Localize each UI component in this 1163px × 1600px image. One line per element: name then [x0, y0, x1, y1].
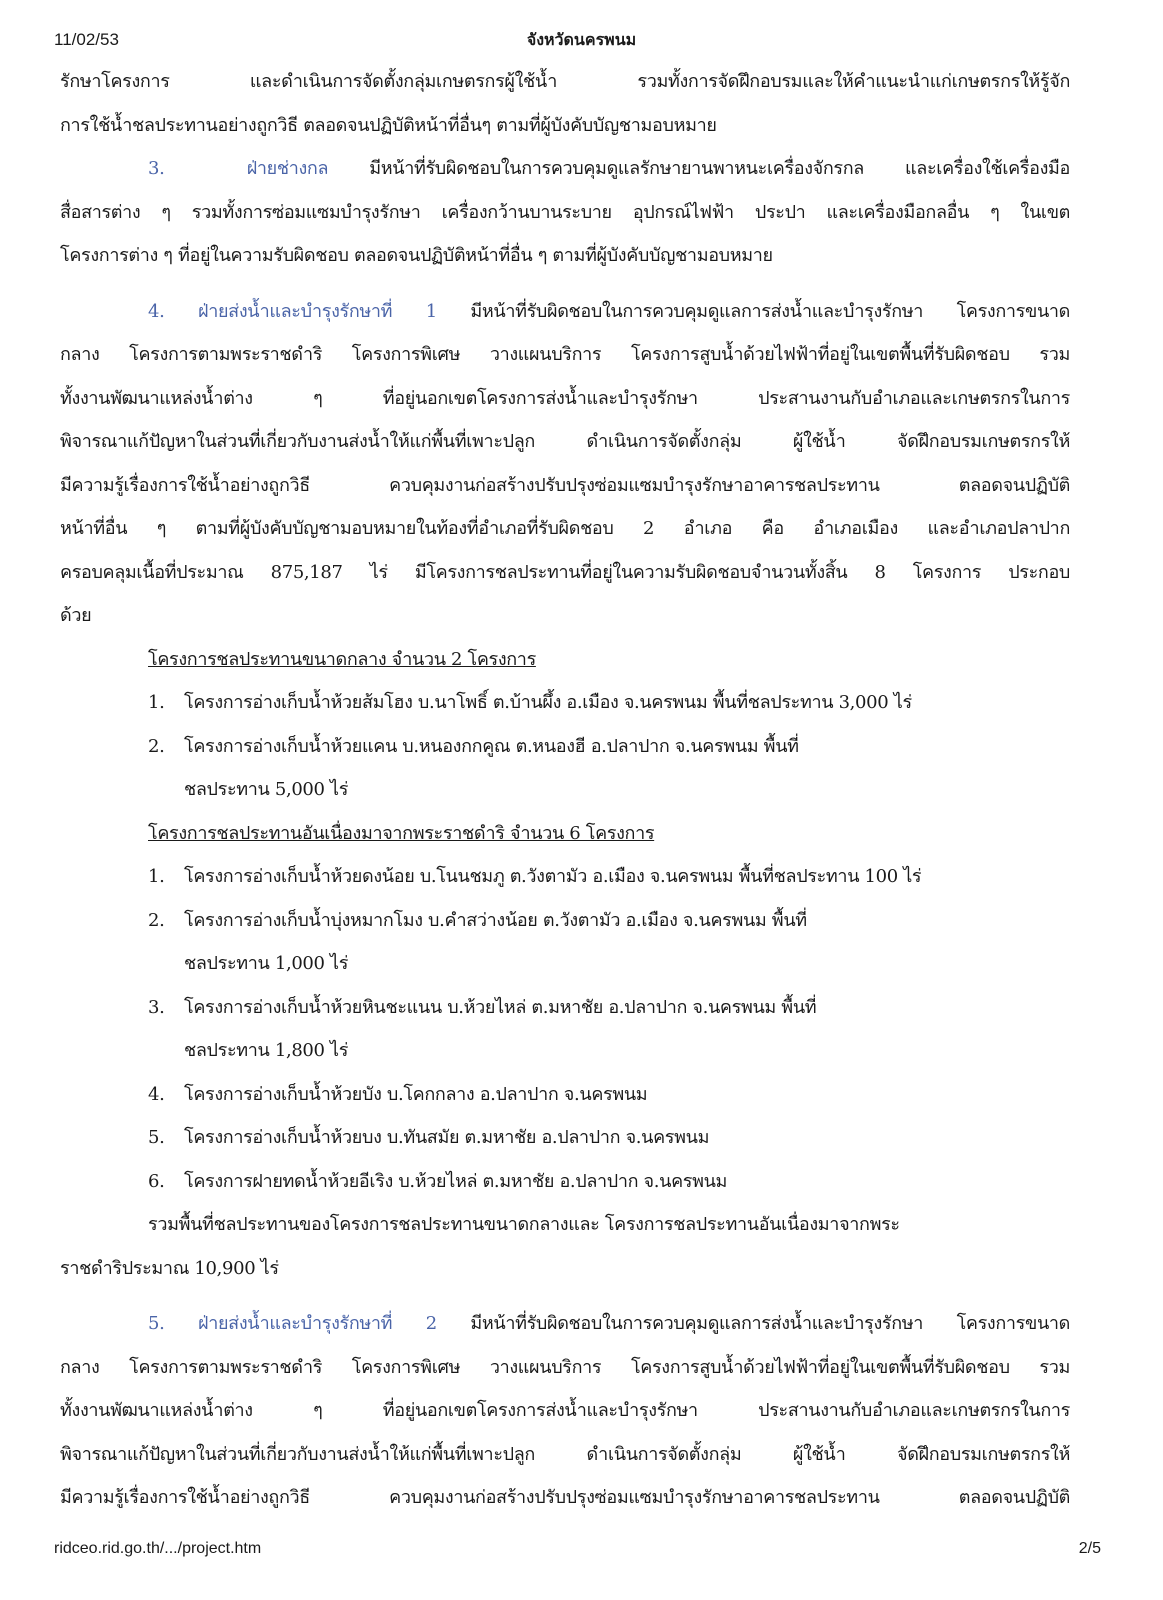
list-item: 5. โครงการอ่างเก็บน้ำห้วยบง บ.ทันสมัย ต.มหาชัย อ.ปลาปาก จ.นครพนม: [148, 1127, 710, 1148]
body-line: หน้าที่อื่น ๆ ตามที่ผู้บังคับบัญชามอบหมายในท้องที่อำเภอที่รับผิดชอบ 2 อำเภอ คือ อำเภอเมือง และอำเภอปลาปาก: [60, 518, 1070, 539]
body-line: ทั้งงานพัฒนาแหล่งน้ำต่าง ๆ ที่อยู่นอกเขตโครงการส่งน้ำและบำรุงรักษา ประสานงานกับอำเภอและเกษตรกรในการ: [60, 387, 1070, 409]
body-line: การใช้น้ำชลประทานอย่างถูกวิธี ตลอดจนปฏิบัติหน้าที่อื่นๆ ตามที่ผู้บังคับบัญชามอบหมาย: [60, 114, 717, 136]
body-line: พิจารณาแก้ปัญหาในส่วนที่เกี่ยวกับงานส่งน้ำให้แก่พื้นที่เพาะปลูก ดำเนินการจัดตั้งกลุ่ม ผู้ใช้น้ำ จัดฝึกอบรมเกษตรกรให้: [60, 1443, 1070, 1465]
list-item-continuation: ชลประทาน 1,800 ไร่: [184, 1040, 349, 1061]
section-5-heading: ฝ่ายส่งน้ำและบำรุงรักษาที่ 2: [198, 1313, 437, 1334]
section-3-heading: ฝ่ายช่างกล: [246, 158, 329, 179]
section-4-text: มีหน้าที่รับผิดชอบในการควบคุมดูแลการส่งน้ำและบำรุงรักษา โครงการขนาด: [436, 300, 1070, 322]
list-item-continuation: ชลประทาน 5,000 ไร่: [184, 779, 349, 800]
body-line: ครอบคลุมเนื้อที่ประมาณ 875,187 ไร่ มีโครงการชลประทานที่อยู่ในความรับผิดชอบจำนวนทั้งสิ้น 8 โครงการ ประกอบ: [60, 561, 1070, 583]
body-line: รักษาโครงการ และดำเนินการจัดตั้งกลุ่มเกษตรกรผู้ใช้น้ำ รวมทั้งการจัดฝึกอบรมและให้คำแนะนำแก่เกษตรกรให้รู้จัก: [60, 71, 1070, 92]
body-line: ด้วย: [60, 605, 92, 626]
medium-projects-heading: โครงการชลประทานขนาดกลาง จำนวน 2 โครงการ: [148, 648, 536, 670]
body-line: มีความรู้เรื่องการใช้น้ำอย่างถูกวิธี ควบคุมงานก่อสร้างปรับปรุงซ่อมแซมบำรุงรักษาอาคารชลประทาน ตลอดจนปฏิบัติ: [60, 1487, 1070, 1508]
list-item: 1. โครงการอ่างเก็บน้ำห้วยส้มโฮง บ.นาโพธิ์ ต.บ้านผึ้ง อ.เมือง จ.นครพนม พื้นที่ชลประทาน 3,000 ไร่: [148, 692, 912, 713]
list-item: 2. โครงการอ่างเก็บน้ำบุ่งหมากโมง บ.คำสว่างน้อย ต.วังตามัว อ.เมือง จ.นครพนม พื้นที่: [148, 909, 807, 931]
royal-projects-heading: โครงการชลประทานอันเนื่องมาจากพระราชดำริ จำนวน 6 โครงการ: [148, 822, 655, 844]
list-item: 3. โครงการอ่างเก็บน้ำห้วยหินชะแนน บ.ห้วยไหล่ ต.มหาชัย อ.ปลาปาก จ.นครพนม พื้นที่: [148, 996, 817, 1018]
body-line: ทั้งงานพัฒนาแหล่งน้ำต่าง ๆ ที่อยู่นอกเขตโครงการส่งน้ำและบำรุงรักษา ประสานงานกับอำเภอและเกษตรกรในการ: [60, 1400, 1070, 1421]
list-item: 1. โครงการอ่างเก็บน้ำห้วยดงน้อย บ.โนนชมภู ต.วังตามัว อ.เมือง จ.นครพนม พื้นที่ชลประทาน 100 ไร่: [148, 866, 922, 887]
section-3-line: [60, 147, 1070, 191]
section-4-heading: ฝ่ายส่งน้ำและบำรุงรักษาที่ 1: [198, 300, 437, 322]
body-line: มีความรู้เรื่องการใช้น้ำอย่างถูกวิธี ควบคุมงานก่อสร้างปรับปรุงซ่อมแซมบำรุงรักษาอาคารชลประทาน ตลอดจนปฏิบัติ: [60, 474, 1070, 496]
header-title: จังหวัดนครพนม: [526, 30, 637, 49]
footer-url: ridceo.rid.go.th/.../project.htm: [54, 1540, 262, 1557]
body-line: กลาง โครงการตามพระราชดำริ โครงการพิเศษ วางแผนบริการ โครงการสูบน้ำด้วยไฟฟ้าที่อยู่ในเขตพื้นที่รับผิดชอบ รวม: [60, 344, 1070, 365]
footer-page-number: 2/5: [1078, 1540, 1101, 1557]
list-item: 2. โครงการอ่างเก็บน้ำห้วยแคน บ.หนองกกคูณ ต.หนองฮี อ.ปลาปาก จ.นครพนม พื้นที่: [148, 735, 799, 757]
list-item: 4. โครงการอ่างเก็บน้ำห้วยบัง บ.โคกกลาง อ.ปลาปาก จ.นครพนม: [148, 1083, 648, 1105]
body-line: กลาง โครงการตามพระราชดำริ โครงการพิเศษ วางแผนบริการ โครงการสูบน้ำด้วยไฟฟ้าที่อยู่ในเขตพื้นที่รับผิดชอบ รวม: [60, 1356, 1070, 1378]
header-date: 11/02/53: [54, 30, 119, 49]
section-5-line: [60, 1302, 1070, 1346]
list-item-continuation: ชลประทาน 1,000 ไร่: [184, 953, 349, 974]
section-4-number: 4.: [148, 300, 165, 322]
body-line: โครงการต่าง ๆ ที่อยู่ในความรับผิดชอบ ตลอดจนปฏิบัติหน้าที่อื่น ๆ ตามที่ผู้บังคับบัญชามอบหมาย: [60, 245, 773, 266]
total-area-line: ราชดำริประมาณ 10,900 ไร่: [60, 1257, 279, 1279]
body-line: สื่อสารต่าง ๆ รวมทั้งการซ่อมแซมบำรุงรักษา เครื่องกว้านบานระบาย อุปกรณ์ไฟฟ้า ประปา และเครื่องมือกลอื่น ๆ ในเขต: [60, 201, 1070, 223]
list-item: 6. โครงการฝายทดน้ำห้วยอีเริง บ.ห้วยไหล่ ต.มหาชัย อ.ปลาปาก จ.นครพนม: [148, 1170, 728, 1192]
document-body: [60, 60, 1070, 1520]
section-4-line: [60, 290, 1070, 334]
section-5-number: 5.: [148, 1313, 165, 1334]
body-line: พิจารณาแก้ปัญหาในส่วนที่เกี่ยวกับงานส่งน้ำให้แก่พื้นที่เพาะปลูก ดำเนินการจัดตั้งกลุ่ม ผู้ใช้น้ำ จัดฝึกอบรมเกษตรกรให้: [60, 431, 1070, 452]
section-3-text: มีหน้าที่รับผิดชอบในการควบคุมดูแลรักษายานพาหนะเครื่องจักรกล และเครื่องใช้เครื่องมือ: [328, 158, 1070, 179]
total-area-line: รวมพื้นที่ชลประทานของโครงการชลประทานขนาดกลางและ โครงการชลประทานอันเนื่องมาจากพระ: [148, 1214, 900, 1235]
section-3-number: 3.: [148, 158, 165, 179]
section-5-text: มีหน้าที่รับผิดชอบในการควบคุมดูแลการส่งน้ำและบำรุงรักษา โครงการขนาด: [436, 1313, 1070, 1334]
